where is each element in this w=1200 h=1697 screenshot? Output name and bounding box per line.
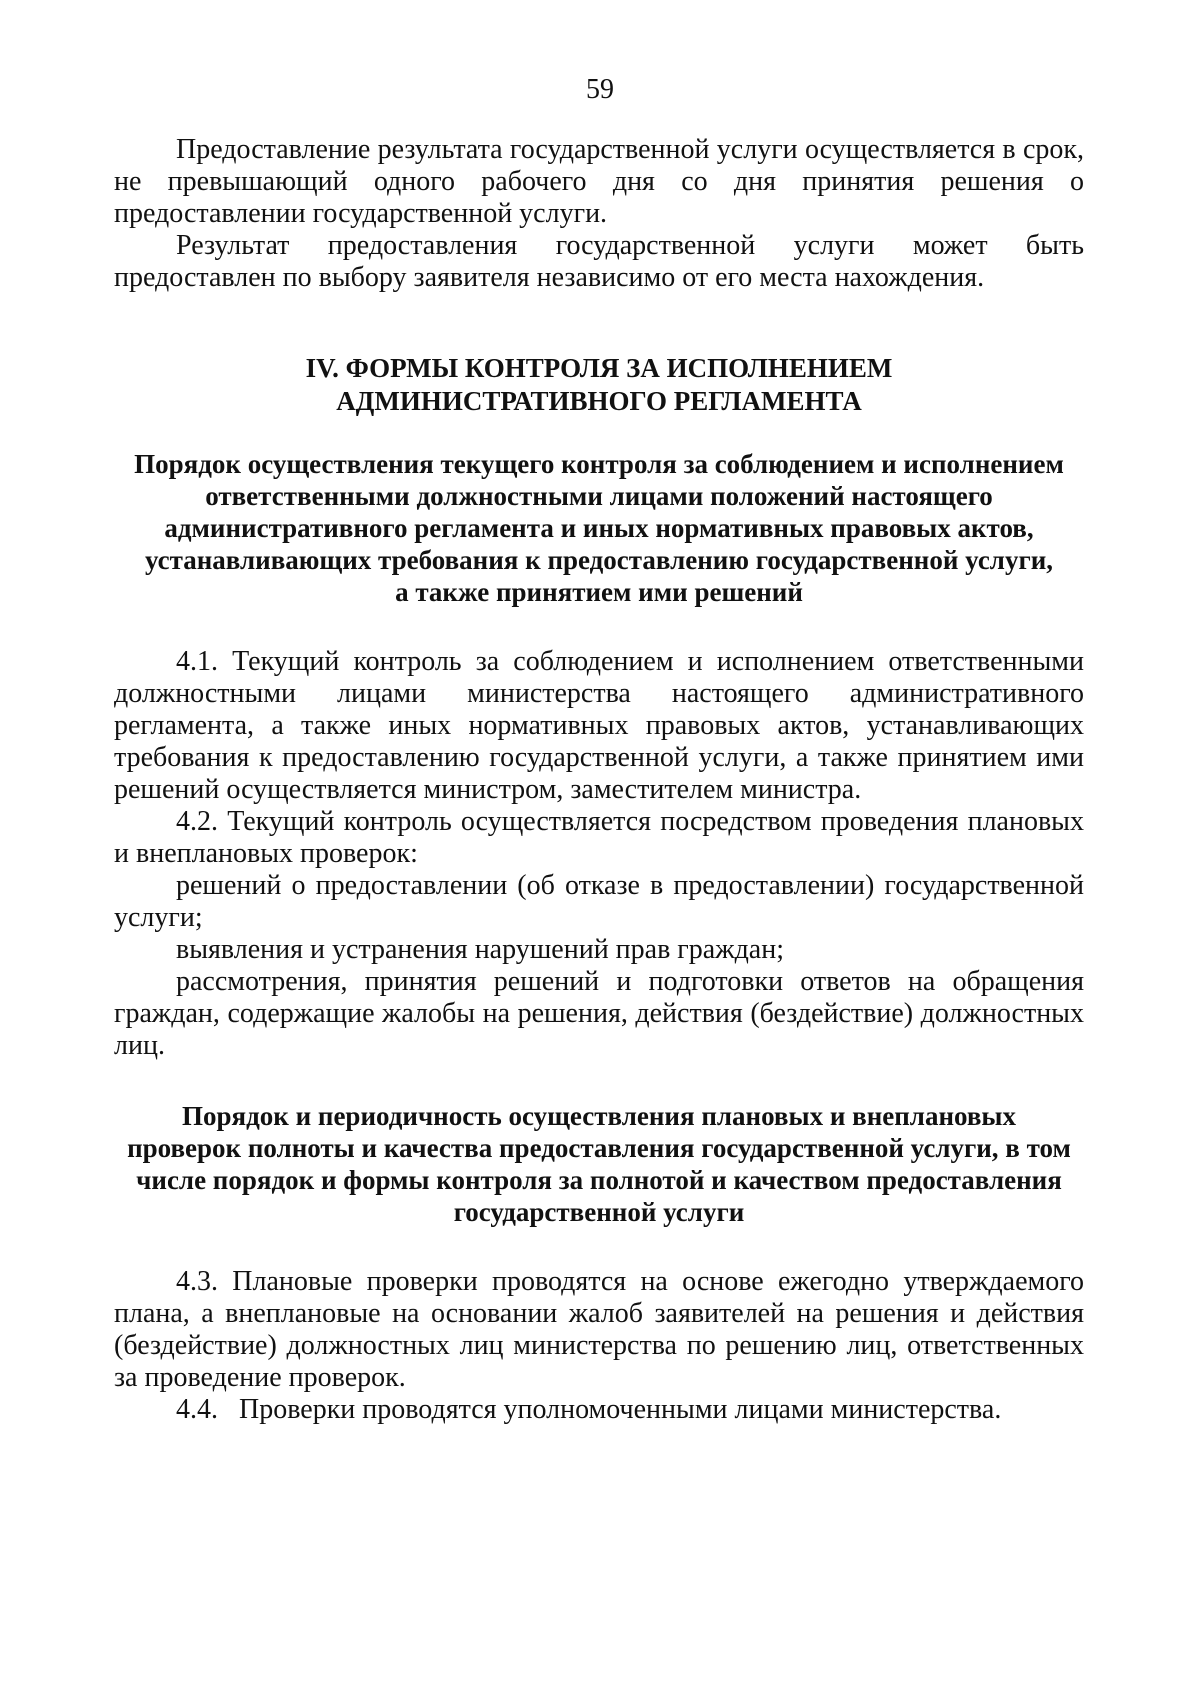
subheading-2-line-4: государственной услуги: [453, 1197, 745, 1227]
paragraph-4-2: 4.2. Текущий контроль осуществляется посредством проведения плановых и внеплановых проверок:: [114, 806, 1084, 869]
paragraph-result-deadline: Предоставление результата государственной услуги осуществляется в срок, не превышающий одного рабочего дня со дня принятия решения о предоставлении государственной услуги.: [114, 134, 1084, 229]
paragraph-4-2-item-appeals: рассмотрения, принятия решений и подготовки ответов на обращения граждан, содержащие жалобы на решения, действия (бездействие) должностных лиц.: [114, 966, 1084, 1061]
subheading-2-line-1: Порядок и периодичность осуществления плановых и внеплановых: [182, 1101, 1016, 1131]
page-number: 59: [586, 74, 614, 105]
subheading-current-control: [114, 448, 1084, 608]
subheading-1-line-5: а также принятием ими решений: [395, 577, 803, 607]
paragraph-4-1: 4.1. Текущий контроль за соблюдением и исполнением ответственными должностными лицами министерства настоящего административного регламента, а также иных нормативных правовых актов, устанавливающих требования к предоставлению государственной услуги, а также принятием ими решений осуществляется министром, заместителем министра.: [114, 646, 1084, 805]
paragraph-result-delivery: Результат предоставления государственной услуги может быть предоставлен по выбору заявителя независимо от его места нахождения.: [114, 230, 1084, 293]
subheading-1-line-2: ответственными должностными лицами положений настоящего: [205, 481, 993, 511]
subheading-1-line-4: устанавливающих требования к предоставлению государственной услуги,: [144, 545, 1054, 575]
section-title-line-2: АДМИНИСТРАТИВНОГО РЕГЛАМЕНТА: [336, 386, 862, 416]
paragraph-4-2-item-decisions: решений о предоставлении (об отказе в предоставлении) государственной услуги;: [114, 870, 1084, 933]
paragraph-4-2-item-violations: выявления и устранения нарушений прав граждан;: [176, 934, 785, 965]
paragraph-4-3: 4.3. Плановые проверки проводятся на основе ежегодно утверждаемого плана, а внеплановые на основании жалоб заявителей на решения и действия (бездействие) должностных лиц министерства по решению лиц, ответственных за проведение проверок.: [114, 1266, 1084, 1393]
subheading-1-line-3: административного регламента и иных нормативных правовых актов,: [164, 513, 1034, 543]
subheading-inspections: [114, 1100, 1084, 1228]
document-body: [114, 134, 1084, 1426]
section-title: [114, 352, 1084, 418]
subheading-2-line-3: числе порядок и формы контроля за полнотой и качеством предоставления: [136, 1165, 1062, 1195]
section-title-line-1: IV. ФОРМЫ КОНТРОЛЯ ЗА ИСПОЛНЕНИЕМ: [305, 353, 893, 383]
subheading-1-line-1: Порядок осуществления текущего контроля за соблюдением и исполнением: [134, 449, 1064, 479]
subheading-2-line-2: проверок полноты и качества предоставления государственной услуги, в том: [127, 1133, 1071, 1163]
paragraph-4-4: 4.4. Проверки проводятся уполномоченными лицами министерства.: [176, 1394, 1002, 1425]
